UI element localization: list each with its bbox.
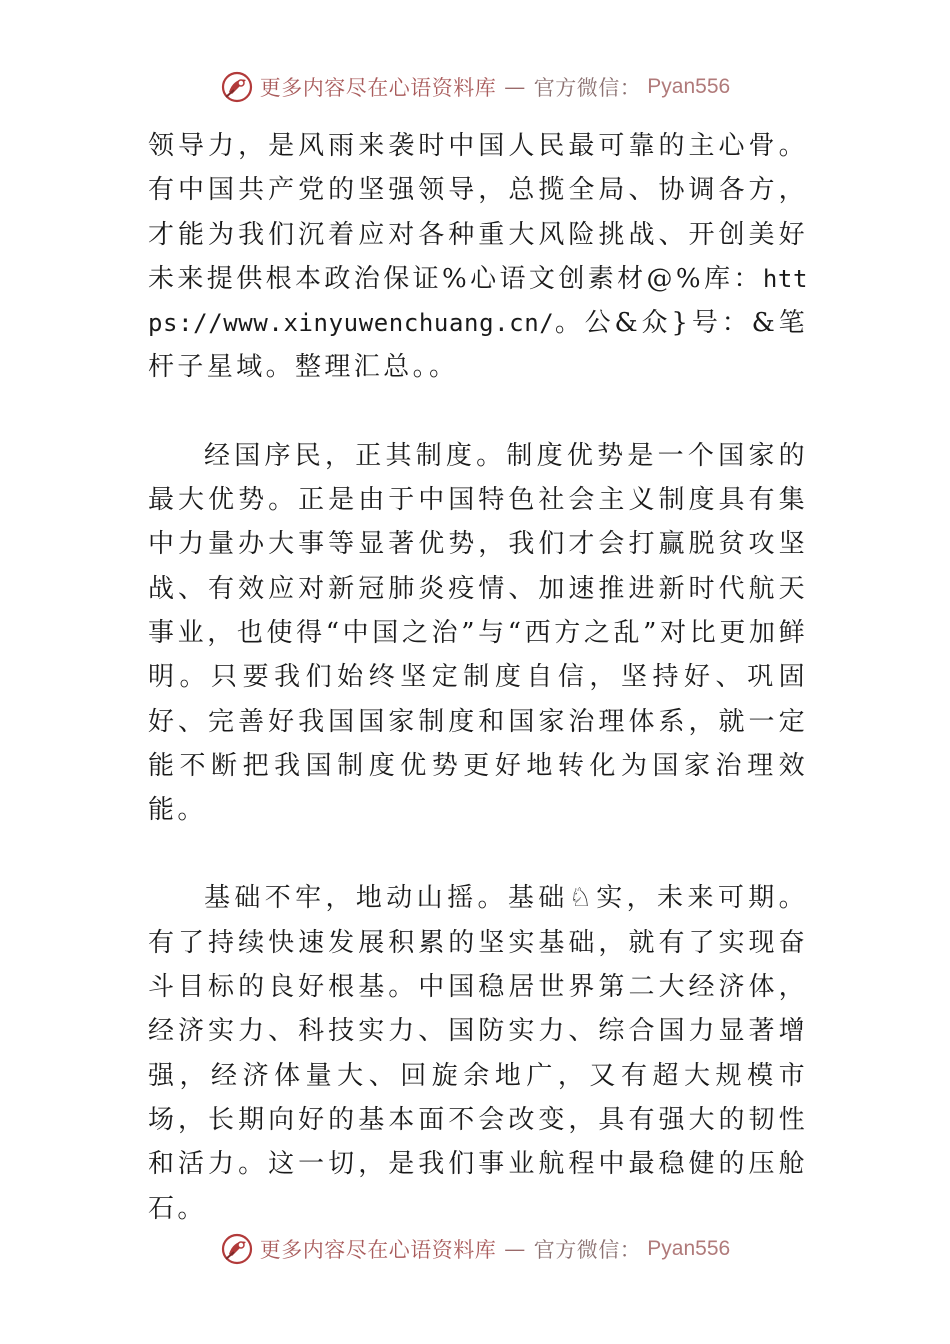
header-wechat-id: Pyan556 — [647, 75, 731, 98]
flower-seal-logo-icon — [220, 70, 254, 104]
paragraph-1 — [148, 124, 808, 390]
header-separator: — — [504, 75, 526, 99]
source-url: https://www.xinyuwenchuang.cn/ — [148, 264, 808, 338]
header-banner-text: 更多内容尽在心语资料库 — [259, 76, 497, 100]
paragraph-1-text-a: 领导力，是风雨来袭时中国人民最可靠的主心骨。有中国共产党的坚强领导，总揽全局、协调各方，才能为我们沉着应对各种重大风险挑战、开创美好未来提供根本政治保证%心语文创素材@%库： — [148, 131, 808, 294]
header-wechat-label: 官方微信： — [533, 76, 642, 100]
paragraph-2: 经国序民，正其制度。制度优势是一个国家的最大优势。正是由于中国特色社会主义制度具有集中力量办大事等显著优势，我们才会打赢脱贫攻坚战、有效应对新冠肺炎疫情、加速推进新时代航天事业，也使得“中国之治”与“西方之乱”对比更加鲜明。只要我们始终坚定制度自信，坚持好、巩固好、完善好我国国家制度和国家治理体系，就一定能不断把我国制度优势更好地转化为国家治理效能。 — [148, 440, 808, 826]
paragraph-3: 基础不牢，地动山摇。基础♘实，未来可期。有了持续快速发展积累的坚实基础，就有了实现奋斗目标的良好根基。中国稳居世界第二大经济体，经济实力、科技实力、国防实力、综合国力显著增强，经济体量大、回旋余地广，又有超大规模市场，长期向好的基本面不会改变，具有强大的韧性和活力。这一切，是我们事业航程中最稳健的压舱石。 — [148, 883, 808, 1224]
footer-wechat-id: Pyan556 — [647, 1237, 731, 1260]
footer-wechat-label: 官方微信： — [533, 1238, 642, 1262]
footer-separator: — — [504, 1237, 526, 1261]
document-body — [148, 124, 808, 1231]
footer-banner-text: 更多内容尽在心语资料库 — [259, 1238, 497, 1262]
paragraph-1-text-b: 。公&众}号：&笔杆子星域。整理汇总。。 — [148, 308, 808, 383]
flower-seal-logo-icon — [220, 1232, 254, 1266]
page-footer — [0, 1232, 950, 1266]
page-header — [0, 70, 950, 104]
